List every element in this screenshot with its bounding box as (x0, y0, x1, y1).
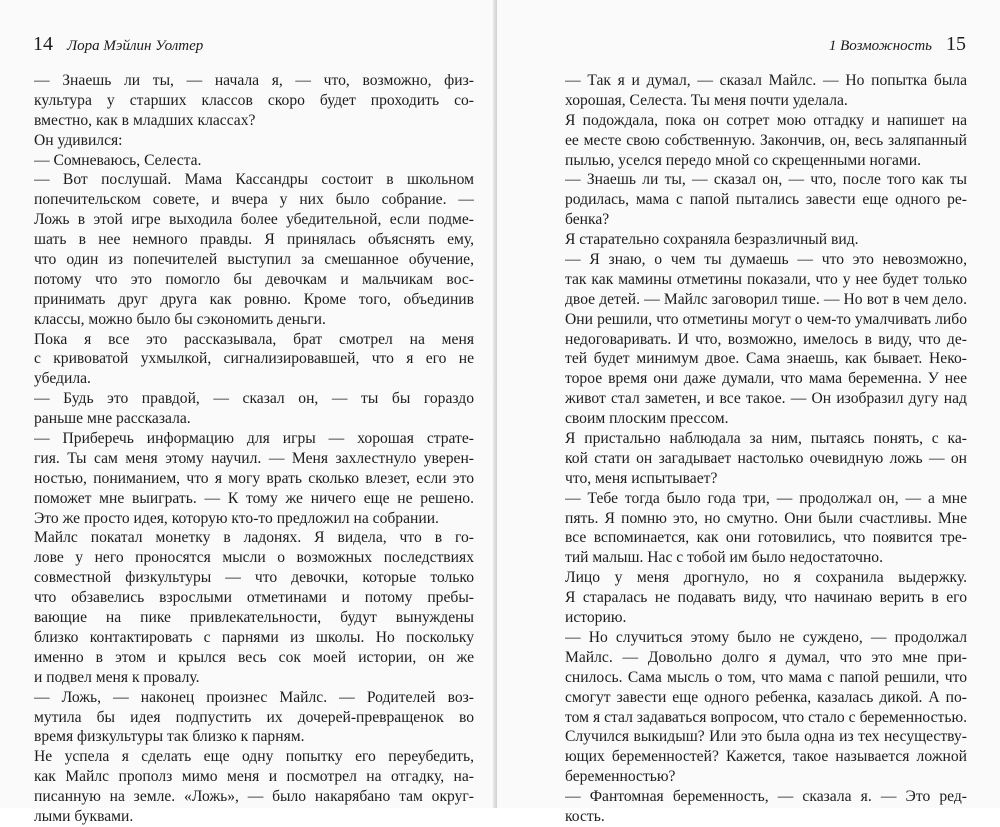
right-page-text (565, 71, 967, 827)
text-line: Не успела я сделать еще одну попытку его переубедить, (34, 748, 474, 766)
text-line: — Но случиться этому было не суждено, — продолжал (565, 628, 967, 646)
right-page-number: 15 (946, 33, 966, 55)
text-line: торое время они даже думали, что мама беременна. У нее (565, 370, 967, 388)
text-line: своим плоским прессом. (565, 410, 729, 428)
text-line: — Я знаю, о чем ты думаешь — что это невозможно, (565, 251, 967, 269)
text-line: Я пристально наблюдала за ним, пытаясь понять, с ка- (565, 430, 967, 448)
text-line: хорошая, Селеста. Ты меня почти уделала. (565, 91, 848, 109)
text-line: вместно, как в младших классах? (34, 111, 256, 129)
text-line: — Будь это правдой, — сказал он, — ты бы гораздо (34, 390, 474, 408)
text-line: историю. (565, 609, 627, 627)
text-line: том я стал задаваться вопросом, что стало с беременностью. (565, 708, 967, 726)
text-line: убедила. (34, 370, 91, 388)
text-line: ностью, пониманием, что я могу врать сколько влезет, если это (34, 469, 474, 487)
text-line: живот стал заметен, и все такое. — Он изобразил дугу над (565, 390, 967, 408)
text-line: культура у старших классов скоро будет проходить со- (34, 91, 474, 109)
text-line: потому что это помогло бы девочкам и мальчикам вос- (34, 270, 474, 288)
text-line: родилась, мама с папой пытались завести еще одного ре- (565, 191, 967, 209)
right-header (829, 33, 966, 56)
text-line: Они решили, что отметины могут о чем-то умалчивать либо (565, 310, 967, 328)
left-running-head: Лора Мэйлин Уолтер (67, 38, 204, 54)
text-line: Пока я все это рассказывала, брат смотрел на меня (34, 330, 474, 348)
text-line: лове у него проносятся мысли о возможных последствиях (34, 549, 474, 567)
text-line: мутила бы идея подпустить их дочерей-превращенок во (34, 708, 474, 726)
text-line: недоговаривать. И что, возможно, имелось в виду, что де- (565, 330, 967, 348)
text-line: шать в нее немного правды. Я принялась объяснять ему, (34, 231, 474, 249)
text-line: время физкультуры так близко к парням. (34, 728, 305, 746)
text-line: близко контактировать с парнями из школы. Но поскольку (34, 628, 474, 646)
text-line: что обзавелись взрослыми отметинами и потому пребы- (34, 589, 474, 607)
text-line: — Знаешь ли ты, — начала я, — что, возможно, физ- (34, 72, 474, 89)
text-line: писанную на земле. «Ложь», — было накарябано там округ- (34, 788, 474, 806)
text-line: совместной физкультуры — что девочки, которые только (34, 569, 474, 587)
text-line: Майлс. — Довольно долго я думал, что это мне при- (565, 648, 967, 666)
text-line: — Сомневаюсь, Селеста. (34, 151, 202, 169)
text-line: тий малыш. Нас с тобой им было недостаточно. (565, 549, 883, 567)
text-line: раньше мне рассказала. (34, 410, 191, 428)
right-page (497, 0, 1000, 825)
text-line: Я старалась не подавать виду, что начинаю верить в его (565, 589, 967, 607)
text-line: — Ложь, — наконец произнес Майлс. — Родителей воз- (34, 688, 474, 706)
text-line: лыми буквами. (34, 807, 134, 825)
text-line: Майлс покатал монетку в ладонях. Я видела, что в го- (34, 529, 474, 547)
text-line: — Приберечь информацию для игры — хорошая страте- (34, 430, 474, 448)
text-line: — Фантомная беременность, — сказала я. — Это ред- (565, 788, 967, 806)
text-line: беременностью? (565, 768, 676, 786)
text-line: бенка? (565, 211, 610, 229)
text-line: смогут завести еще одного ребенка, казалась дикой. А по- (565, 688, 967, 706)
text-line: Это же просто идея, которую кто-то предложил на собрании. (34, 509, 439, 527)
text-line: Он удивился: (34, 131, 123, 149)
text-line: Я старательно сохраняла безразличный вид. (565, 231, 859, 249)
text-line: — Знаешь ли ты, — сказал он, — что, после того как ты (565, 171, 967, 189)
text-line: кой стати он загадывает настолько очевидную ложь — он (565, 449, 967, 467)
text-line: Случился выкидыш? Или это была одна из тех несуществу- (565, 728, 967, 746)
text-line: пылью, уселся передо мной со скрещенными ногами. (565, 151, 922, 169)
left-page (0, 0, 497, 825)
text-line: Лицо у меня дрогнуло, но я сохранила выдержку. (565, 569, 967, 587)
right-running-head: 1 Возможность (828, 38, 932, 54)
text-line: пять. Я помню это, но смутно. Они были счастливы. Мне (565, 509, 967, 527)
text-line: именно в этом и крылся весь сок моей истории, он же (34, 648, 474, 666)
text-line: все вспоминается, как они готовились, что появится тре- (565, 529, 967, 547)
text-line: как Майлс прополз мимо меня и посмотрел на отгадку, на- (34, 768, 474, 786)
text-line: снилось. Сама мысль о том, что мама с папой решили, что (565, 668, 967, 686)
text-line: что, меня испытывает? (565, 469, 718, 487)
text-line: ее месте свою собственную. Закончив, он, весь заляпанный (565, 131, 967, 149)
text-line: гия. Ты сам меня этому научил. — Меня захлестнуло уверен- (34, 449, 474, 467)
text-line: ющих беременностей? Кажется, такое называется ложной (565, 748, 967, 766)
left-page-number: 14 (33, 33, 53, 55)
text-line: попечительском совете, и вчера у них было собрание. — (34, 191, 474, 209)
text-line: принимать друг друга как ровню. Кроме того, объединив (34, 290, 474, 308)
text-line: — Тебе тогда было года три, — продолжал он, — а мне (565, 489, 967, 507)
text-line: — Вот послушай. Мама Кассандры состоит в школьном (34, 171, 474, 189)
left-page-text (34, 71, 474, 827)
text-line: Я подождала, пока он сотрет мою отгадку и напишет на (565, 111, 967, 129)
text-line: с кривоватой ухмылкой, сигнализировавшей, что я его не (34, 350, 474, 368)
text-line: двое детей. — Майлс заговорил тише. — Но вот в чем дело. (565, 290, 967, 308)
text-line: так как мамины отметины показали, что у нее будет только (565, 270, 967, 288)
text-line: — Так я и думал, — сказал Майлс. — Но попытка была (565, 72, 967, 89)
text-line: классы, можно было бы сэкономить деньги. (34, 310, 326, 328)
text-line: тей будет минимум двое. Сама знаешь, как бывает. Неко- (565, 350, 967, 368)
text-line: кость. (565, 807, 605, 825)
text-line: Ложь в этой игре выходила более убедительной, если подме- (34, 211, 474, 229)
text-line: что один из попечителей выступил за смешанное обучение, (34, 251, 474, 269)
text-line: вающие на пике привлекательности, будут вынуждены (34, 609, 474, 627)
left-header (33, 33, 203, 56)
text-line: поможет мне выиграть. — К тому же ничего еще не решено. (34, 489, 474, 507)
text-line: и подвел меня к провалу. (34, 668, 200, 686)
